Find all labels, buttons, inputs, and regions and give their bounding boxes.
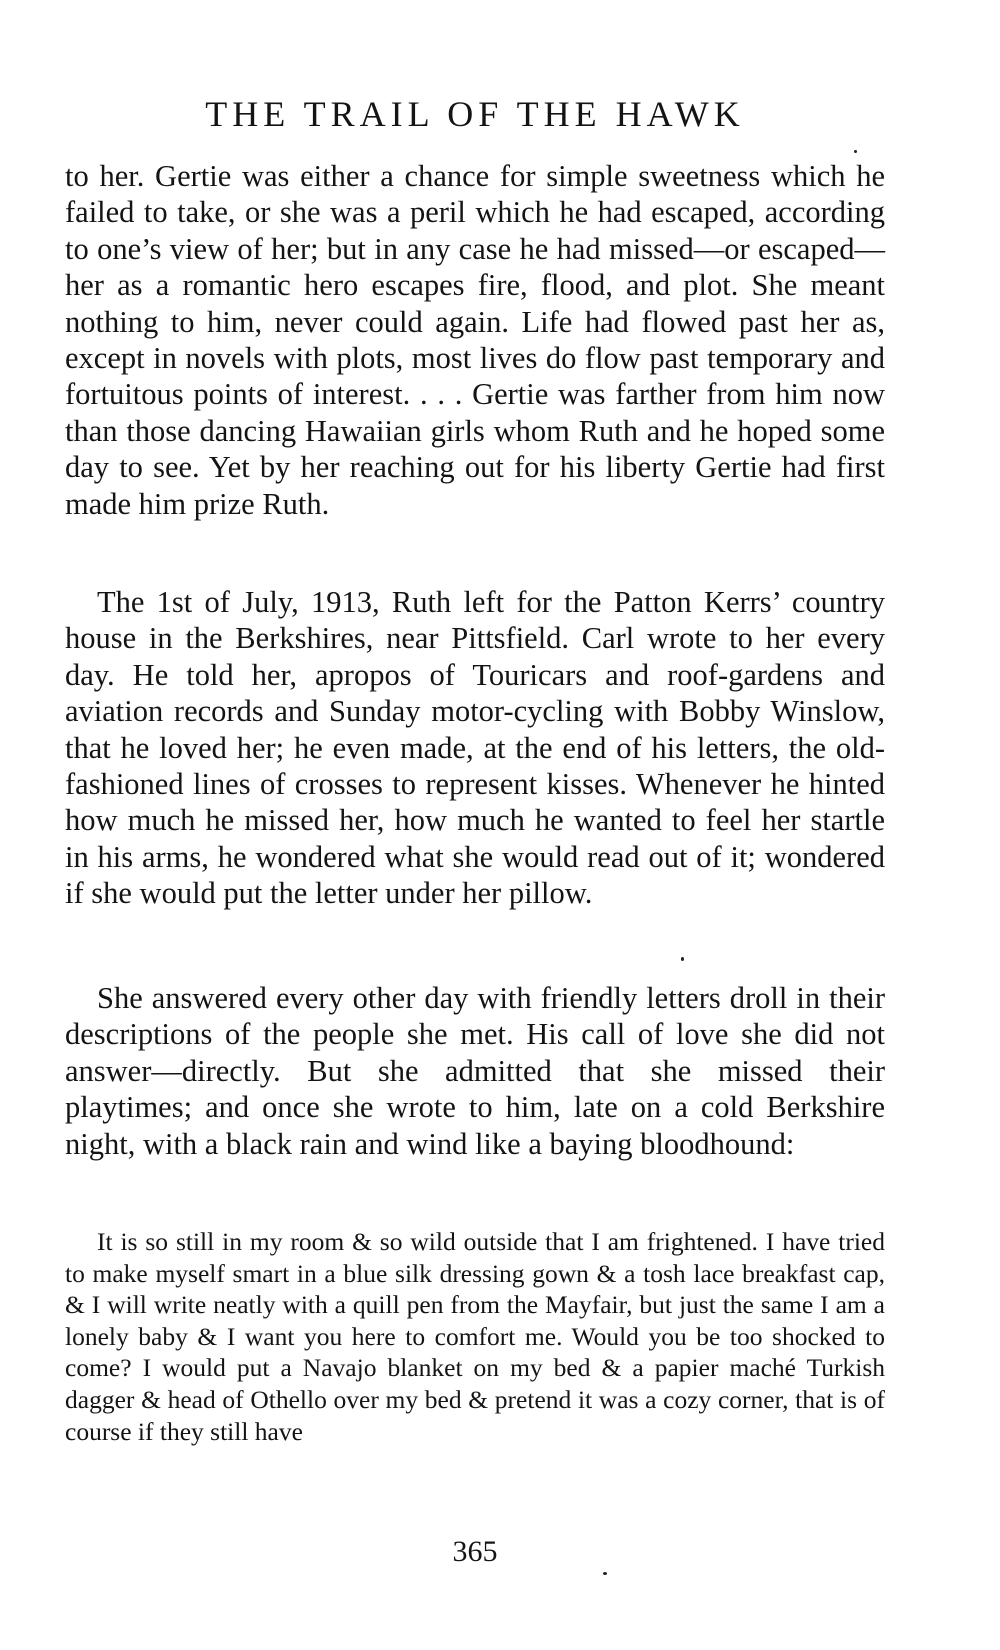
page-number: 365 (452, 1535, 498, 1568)
paragraph-1: to her. Gertie was either a chance for simple sweetness which he failed to take, or she was a peril which he had escaped, according to one’s view of her; but in any case he had missed—or escaped—her as a romantic hero escapes fire, flood, and plot. She meant nothing to him, never could again. Life had flowed past her as, except in novels with plots, most lives do flow past temporary and fortuitous points of interest. . . . Gertie was farther from him now than those dancing Hawaiian girls whom Ruth and he hoped some day to see. Yet by her reaching out for his liberty Gertie had first made him prize Ruth. (65, 159, 885, 521)
book-page (65, 0, 885, 1650)
paragraph-2: The 1st of July, 1913, Ruth left for the Patton Kerrs’ country house in the Berkshires, near Pittsfield. Carl wrote to her every day. He told her, apropos of Touricars and roof-gardens and aviation records and Sunday motor-cycling with Bobby Winslow, that he loved her; he even made, at the end of his letters, the old-fashioned lines of crosses to represent kisses. Whenever he hinted how much he missed her, how much he wanted to feel her startle in his arms, he wondered what she would read out of it; wondered if she would put the letter under her pillow. (65, 585, 885, 911)
print-speck (681, 957, 684, 961)
print-speck (854, 150, 857, 153)
quoted-letter: It is so still in my room & so wild outside that I am frightened. I have tried to make myself smart in a blue silk dressing gown & a tosh lace breakfast cap, & I will write neatly with a quill pen from the Mayfair, but just the same I am a lonely baby & I want you here to comfort me. Would you be too shocked to come? I would put a Navajo blanket on my bed & a papier maché Turkish dagger & head of Othello over my bed & pretend it was a cozy corner, that is of course if they still have (65, 1227, 885, 1446)
print-speck (603, 1572, 607, 1575)
running-head: THE TRAIL OF THE HAWK (205, 94, 745, 134)
paragraph-3: She answered every other day with friendly letters droll in their descriptions of the people she met. His call of love she did not answer—directly. But she admitted that she missed their playtimes; and once she wrote to him, late on a cold Berkshire night, with a black rain and wind like a baying bloodhound: (65, 981, 885, 1161)
